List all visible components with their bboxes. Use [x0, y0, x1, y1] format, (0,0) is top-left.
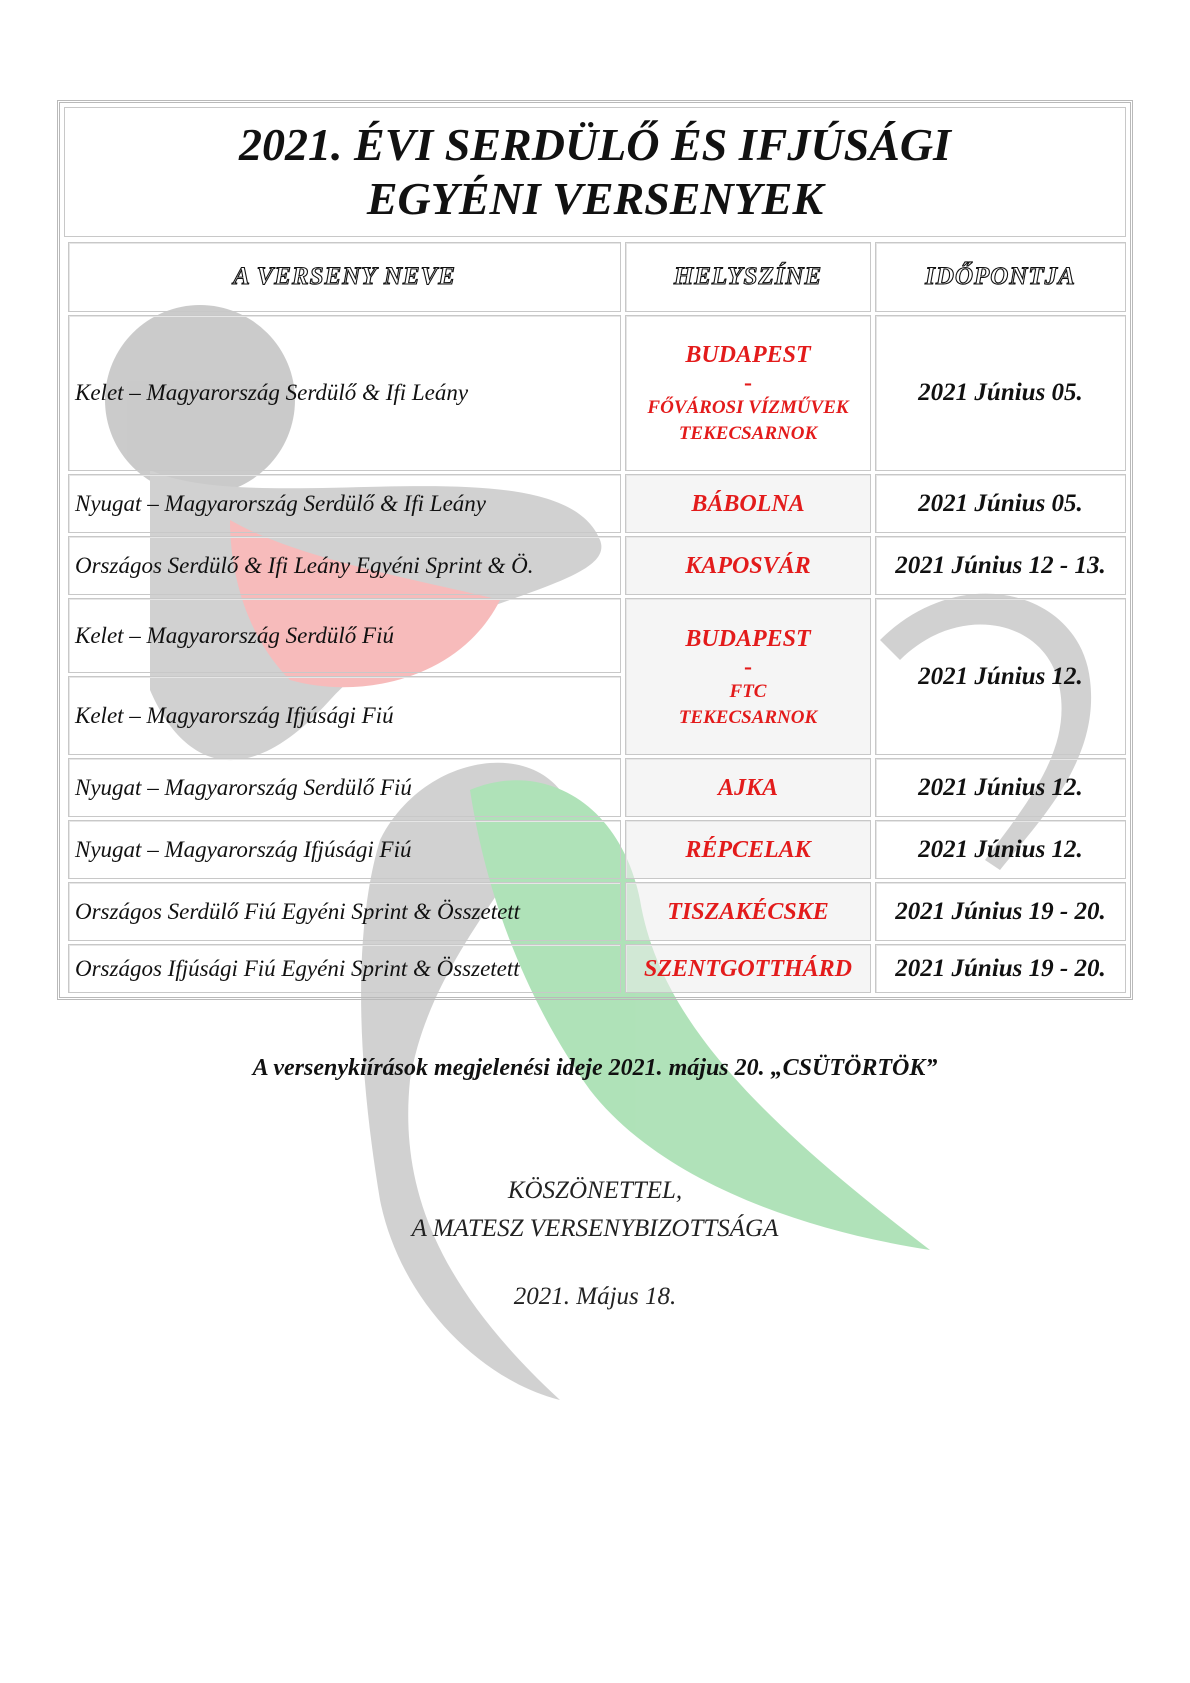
competition-name: Kelet – Magyarország Ifjúsági Fiú — [75, 702, 394, 728]
header-name: A VERSENY NEVE — [233, 263, 456, 290]
location-main: BÁBOLNA — [691, 490, 805, 517]
location-sub: FTC — [729, 680, 767, 702]
table-row-name — [68, 598, 621, 673]
competition-date: 2021 Június 05. — [918, 379, 1083, 406]
competition-name: Kelet – Magyarország Serdülő & Ifi Leány — [75, 380, 469, 405]
location-dash: - — [744, 370, 752, 396]
location-main: TISZAKÉCSKE — [667, 898, 829, 925]
table-row-name — [68, 882, 621, 941]
table-title-cell — [64, 107, 1126, 237]
table-row-date — [875, 536, 1126, 595]
table-row-location — [625, 474, 871, 533]
table-row-date — [875, 944, 1126, 993]
table-row-date — [875, 598, 1126, 755]
location-main: SZENTGOTTHÁRD — [643, 955, 852, 982]
competition-name: Kelet – Magyarország Serdülő Fiú — [75, 622, 394, 648]
header-date: IDŐPONTJA — [925, 263, 1076, 290]
location-main: RÉPCELAK — [685, 836, 811, 863]
closing-block — [0, 1172, 1190, 1248]
location-main: BUDAPEST — [685, 625, 811, 652]
competition-date: 2021 Június 12. — [918, 773, 1083, 801]
page-title-line1: 2021. ÉVI SERDÜLŐ ÉS IFJÚSÁGI — [239, 119, 951, 170]
table-row-name — [68, 315, 621, 471]
competition-date: 2021 Június 19 - 20. — [895, 897, 1106, 925]
table-row-location — [625, 820, 871, 879]
competition-date: 2021 Június 12. — [918, 835, 1083, 863]
table-row-name — [68, 536, 621, 595]
table-row-location — [625, 536, 871, 595]
header-date-cell — [875, 242, 1126, 312]
competition-name: Országos Serdülő & Ifi Leány Egyéni Sprint & Ö. — [75, 552, 534, 578]
table-row-location — [625, 944, 871, 993]
table-row-location — [625, 882, 871, 941]
competition-date: 2021 Június 12 - 13. — [895, 551, 1106, 579]
table-row-name — [68, 820, 621, 879]
location-sub: TEKECSARNOK — [678, 423, 818, 444]
competition-date: 2021 Június 19 - 20. — [895, 954, 1106, 982]
table-row-name — [68, 676, 621, 755]
location-main: BUDAPEST — [685, 342, 811, 368]
competition-name: Országos Ifjúsági Fiú Egyéni Sprint & Összetett — [75, 955, 520, 981]
table-row-date — [875, 758, 1126, 817]
header-name-cell — [68, 242, 621, 312]
table-row-location — [625, 758, 871, 817]
location-sub: TEKECSARNOK — [678, 706, 818, 728]
closing-line1: KÖSZÖNETTEL, — [507, 1177, 683, 1204]
competition-date: 2021 Június 05. — [918, 489, 1083, 517]
table-row-name — [68, 474, 621, 533]
competition-name: Országos Serdülő Fiú Egyéni Sprint & Összetett — [75, 898, 521, 924]
competition-table — [57, 100, 1133, 1000]
table-row-name — [68, 944, 621, 993]
competition-name: Nyugat – Magyarország Ifjúsági Fiú — [75, 836, 412, 862]
competition-date: 2021 Június 12. — [918, 662, 1083, 690]
location-sub: FŐVÁROSI VÍZMŰVEK — [647, 397, 849, 418]
publication-note: A versenykiírások megjelenési ideje 2021. május 20. „CSÜTÖRTÖK” — [252, 1055, 938, 1081]
location-dash: - — [744, 653, 752, 680]
table-row-name — [68, 758, 621, 817]
location-main: AJKA — [717, 774, 779, 801]
header-location-cell — [625, 242, 871, 312]
table-row-date — [875, 882, 1126, 941]
competition-name: Nyugat – Magyarország Serdülő & Ifi Leány — [75, 490, 486, 516]
table-row-location — [625, 598, 871, 755]
signature-date: 2021. Május 18. — [513, 1283, 677, 1310]
competition-name: Nyugat – Magyarország Serdülő Fiú — [75, 774, 412, 800]
header-location: HELYSZÍNE — [673, 263, 823, 290]
closing-line2: A MATESZ VERSENYBIZOTTSÁGA — [411, 1215, 779, 1242]
table-row-date — [875, 820, 1126, 879]
location-main: KAPOSVÁR — [685, 552, 811, 579]
table-row-location — [625, 315, 871, 471]
page-title-line2: EGYÉNI VERSENYEK — [366, 173, 824, 224]
table-row-date — [875, 315, 1126, 471]
table-row-date — [875, 474, 1126, 533]
